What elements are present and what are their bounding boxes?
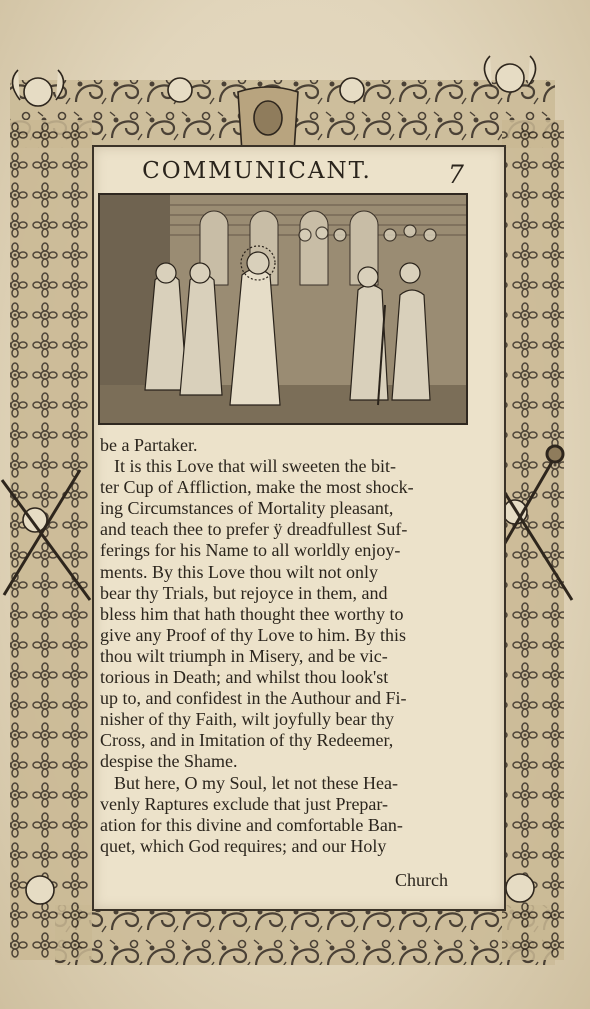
text-line: ing Circumstances of Mortality pleasant, [100, 498, 394, 519]
engraved-vignette-image [98, 193, 468, 425]
text-line: Cross, and in Imitation of thy Redeemer, [100, 730, 394, 751]
text-line: ferings for his Name to all worldly enjoy- [100, 540, 401, 561]
text-line: ation for this divine and comfortable Ban- [100, 814, 403, 835]
text-line: thou wilt triumph in Misery, and be vic- [100, 645, 388, 666]
text-line: give any Proof of thy Love to him. By this [100, 624, 406, 645]
text-line: ments. By this Love thou wilt not only [100, 561, 378, 582]
text-line: be a Partaker. [100, 435, 198, 455]
body-text [100, 435, 468, 857]
catchword: Church [395, 870, 448, 890]
page-number: 7 [448, 160, 464, 189]
text-line: quet, which God requires; and our Holy [100, 835, 387, 856]
text-line: bear thy Trials, but rejoyce in them, and [100, 582, 388, 603]
text-line: nisher of thy Faith, wilt joyfully bear thy [100, 709, 394, 730]
text-line: bless him that hath thought thee worthy to [100, 603, 404, 624]
text-line: torious in Death; and whilst thou look'st [100, 667, 389, 688]
text-line: up to, and confidest in the Authour and Fi- [100, 688, 407, 709]
text-line: venly Raptures exclude that just Prepar- [100, 793, 389, 814]
text-line: It is this Love that will sweeten the bit- [114, 456, 396, 477]
text-line: But here, O my Soul, let not these Hea- [114, 772, 398, 793]
text-line: ter Cup of Affliction, make the most shock- [100, 477, 414, 498]
page-header-title: COMMUNICANT. [142, 158, 372, 184]
text-line: and teach thee to prefer ÿ dreadfullest Suf- [100, 519, 408, 540]
text-line: despise the Shame. [100, 751, 238, 772]
